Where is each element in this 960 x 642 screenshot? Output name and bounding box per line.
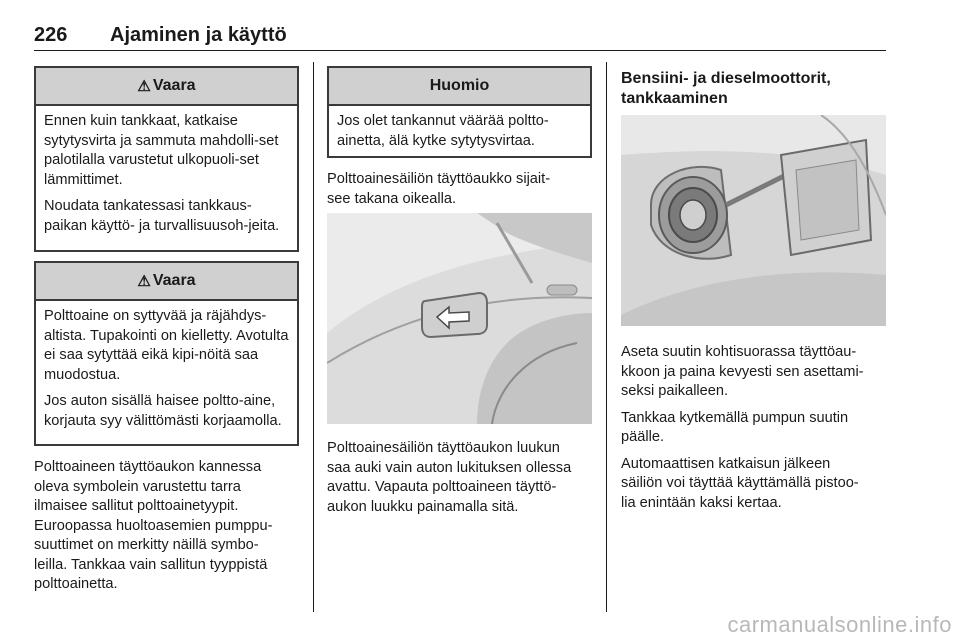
text-line: Polttoaineen täyttöaukon kannessa (34, 459, 262, 475)
text-line: saa auki vain auton lukituksen ollessa (327, 459, 572, 476)
filler-neck-drawing (621, 115, 886, 326)
warning-box-1 (34, 66, 299, 252)
fuel-filler-neck-illustration (621, 115, 886, 326)
text-line: aukon luukku painamalla sitä. (327, 498, 519, 515)
text-line: see takana oikealla. (327, 190, 456, 207)
heading-line: tankkaaminen (621, 90, 728, 107)
text-line: säiliön voi täyttää käyttämällä pistoo- (621, 475, 859, 491)
warning-box-body (36, 301, 297, 431)
warning-box-2 (34, 261, 299, 446)
text-line: päälle. (621, 429, 665, 445)
warning-paragraph: Jos auton sisällä haisee poltto-aine, korjauta syy välittömästi korjaamolla. (44, 393, 282, 429)
filler-location-paragraph (327, 170, 597, 209)
fuel-flap-location-illustration (327, 213, 592, 424)
warning-box-body (36, 106, 297, 236)
warning-paragraph: Polttoaine on syttyvää ja räjähdys-altista. Tupakointi on kielletty. Avotulta ei saa sytyttää eikä kipi-nöitä saa muodostua. (44, 308, 289, 383)
warning-triangle-icon: ⚠ (137, 78, 151, 95)
warning-paragraph: Noudata tankatessasi tankkaus-paikan käyttö- ja turvallisuusoh-jeita. (44, 198, 280, 234)
text-line: Automaattisen katkaisun jälkeen (621, 455, 831, 472)
column-divider-1 (313, 62, 314, 612)
text-line: seksi paikalleen. (621, 383, 729, 399)
warning-title-text: Vaara (152, 272, 196, 289)
instruction-paragraph (621, 343, 896, 402)
instruction-paragraphs (621, 343, 896, 520)
warning-box-title (36, 263, 297, 301)
page-header (34, 24, 886, 51)
notice-box-body (329, 106, 590, 151)
text-line: suuttimet on merkitty näillä symbo- (34, 537, 259, 553)
text-line: lia enintään kaksi kertaa. (621, 494, 782, 511)
page-number: 226 (34, 24, 68, 46)
text-line: leilla. Tankkaa vain sallitun tyyppistä (34, 556, 268, 573)
column-divider-2 (606, 62, 607, 612)
notice-box-title: Huomio (329, 68, 590, 106)
text-line: avattu. Vapauta polttoaineen täyttö- (327, 479, 557, 495)
instruction-paragraph (621, 409, 896, 448)
warning-title-text: Vaara (152, 77, 196, 94)
text-line: Polttoainesäiliön täyttöaukko sijait- (327, 171, 551, 187)
text-line: polttoainetta. (34, 576, 118, 592)
text-line: Polttoainesäiliön täyttöaukon luukun (327, 440, 560, 456)
watermark: carmanualsonline.info (727, 612, 952, 637)
car-side-drawing (327, 213, 592, 424)
text-line: oleva symbolein varustettu tarra (34, 478, 241, 495)
chapter-title: Ajaminen ja käyttö (110, 24, 287, 46)
warning-box-title (36, 68, 297, 106)
text-line: Tankkaa kytkemällä pumpun suutin (621, 409, 849, 426)
text-line: ilmaisee sallitut polttoainetyypit. (34, 498, 239, 514)
text-line: Jos olet tankannut väärää poltto- (337, 113, 549, 129)
heading-line: Bensiini- ja dieselmoottorit, (621, 70, 831, 87)
text-line: Aseta suutin kohtisuorassa täyttöau- (621, 344, 857, 360)
section-heading (621, 69, 886, 109)
warning-paragraph: Ennen kuin tankkaat, katkaise sytytysvirta ja sammuta mahdolli-set palotilalla varustetut ulkopuoli-set lämmittimet. (44, 113, 279, 188)
fuel-type-paragraph (34, 458, 309, 595)
flap-open-paragraph (327, 439, 602, 517)
instruction-paragraph (621, 455, 896, 514)
text-line: kkoon ja paina kevyesti sen asettami- (621, 363, 864, 380)
text-line: Euroopassa huoltoasemien pumppu- (34, 517, 273, 534)
warning-triangle-icon: ⚠ (137, 273, 151, 290)
text-line: ainetta, älä kytke sytytysvirtaa. (337, 132, 535, 149)
notice-box (327, 66, 592, 158)
